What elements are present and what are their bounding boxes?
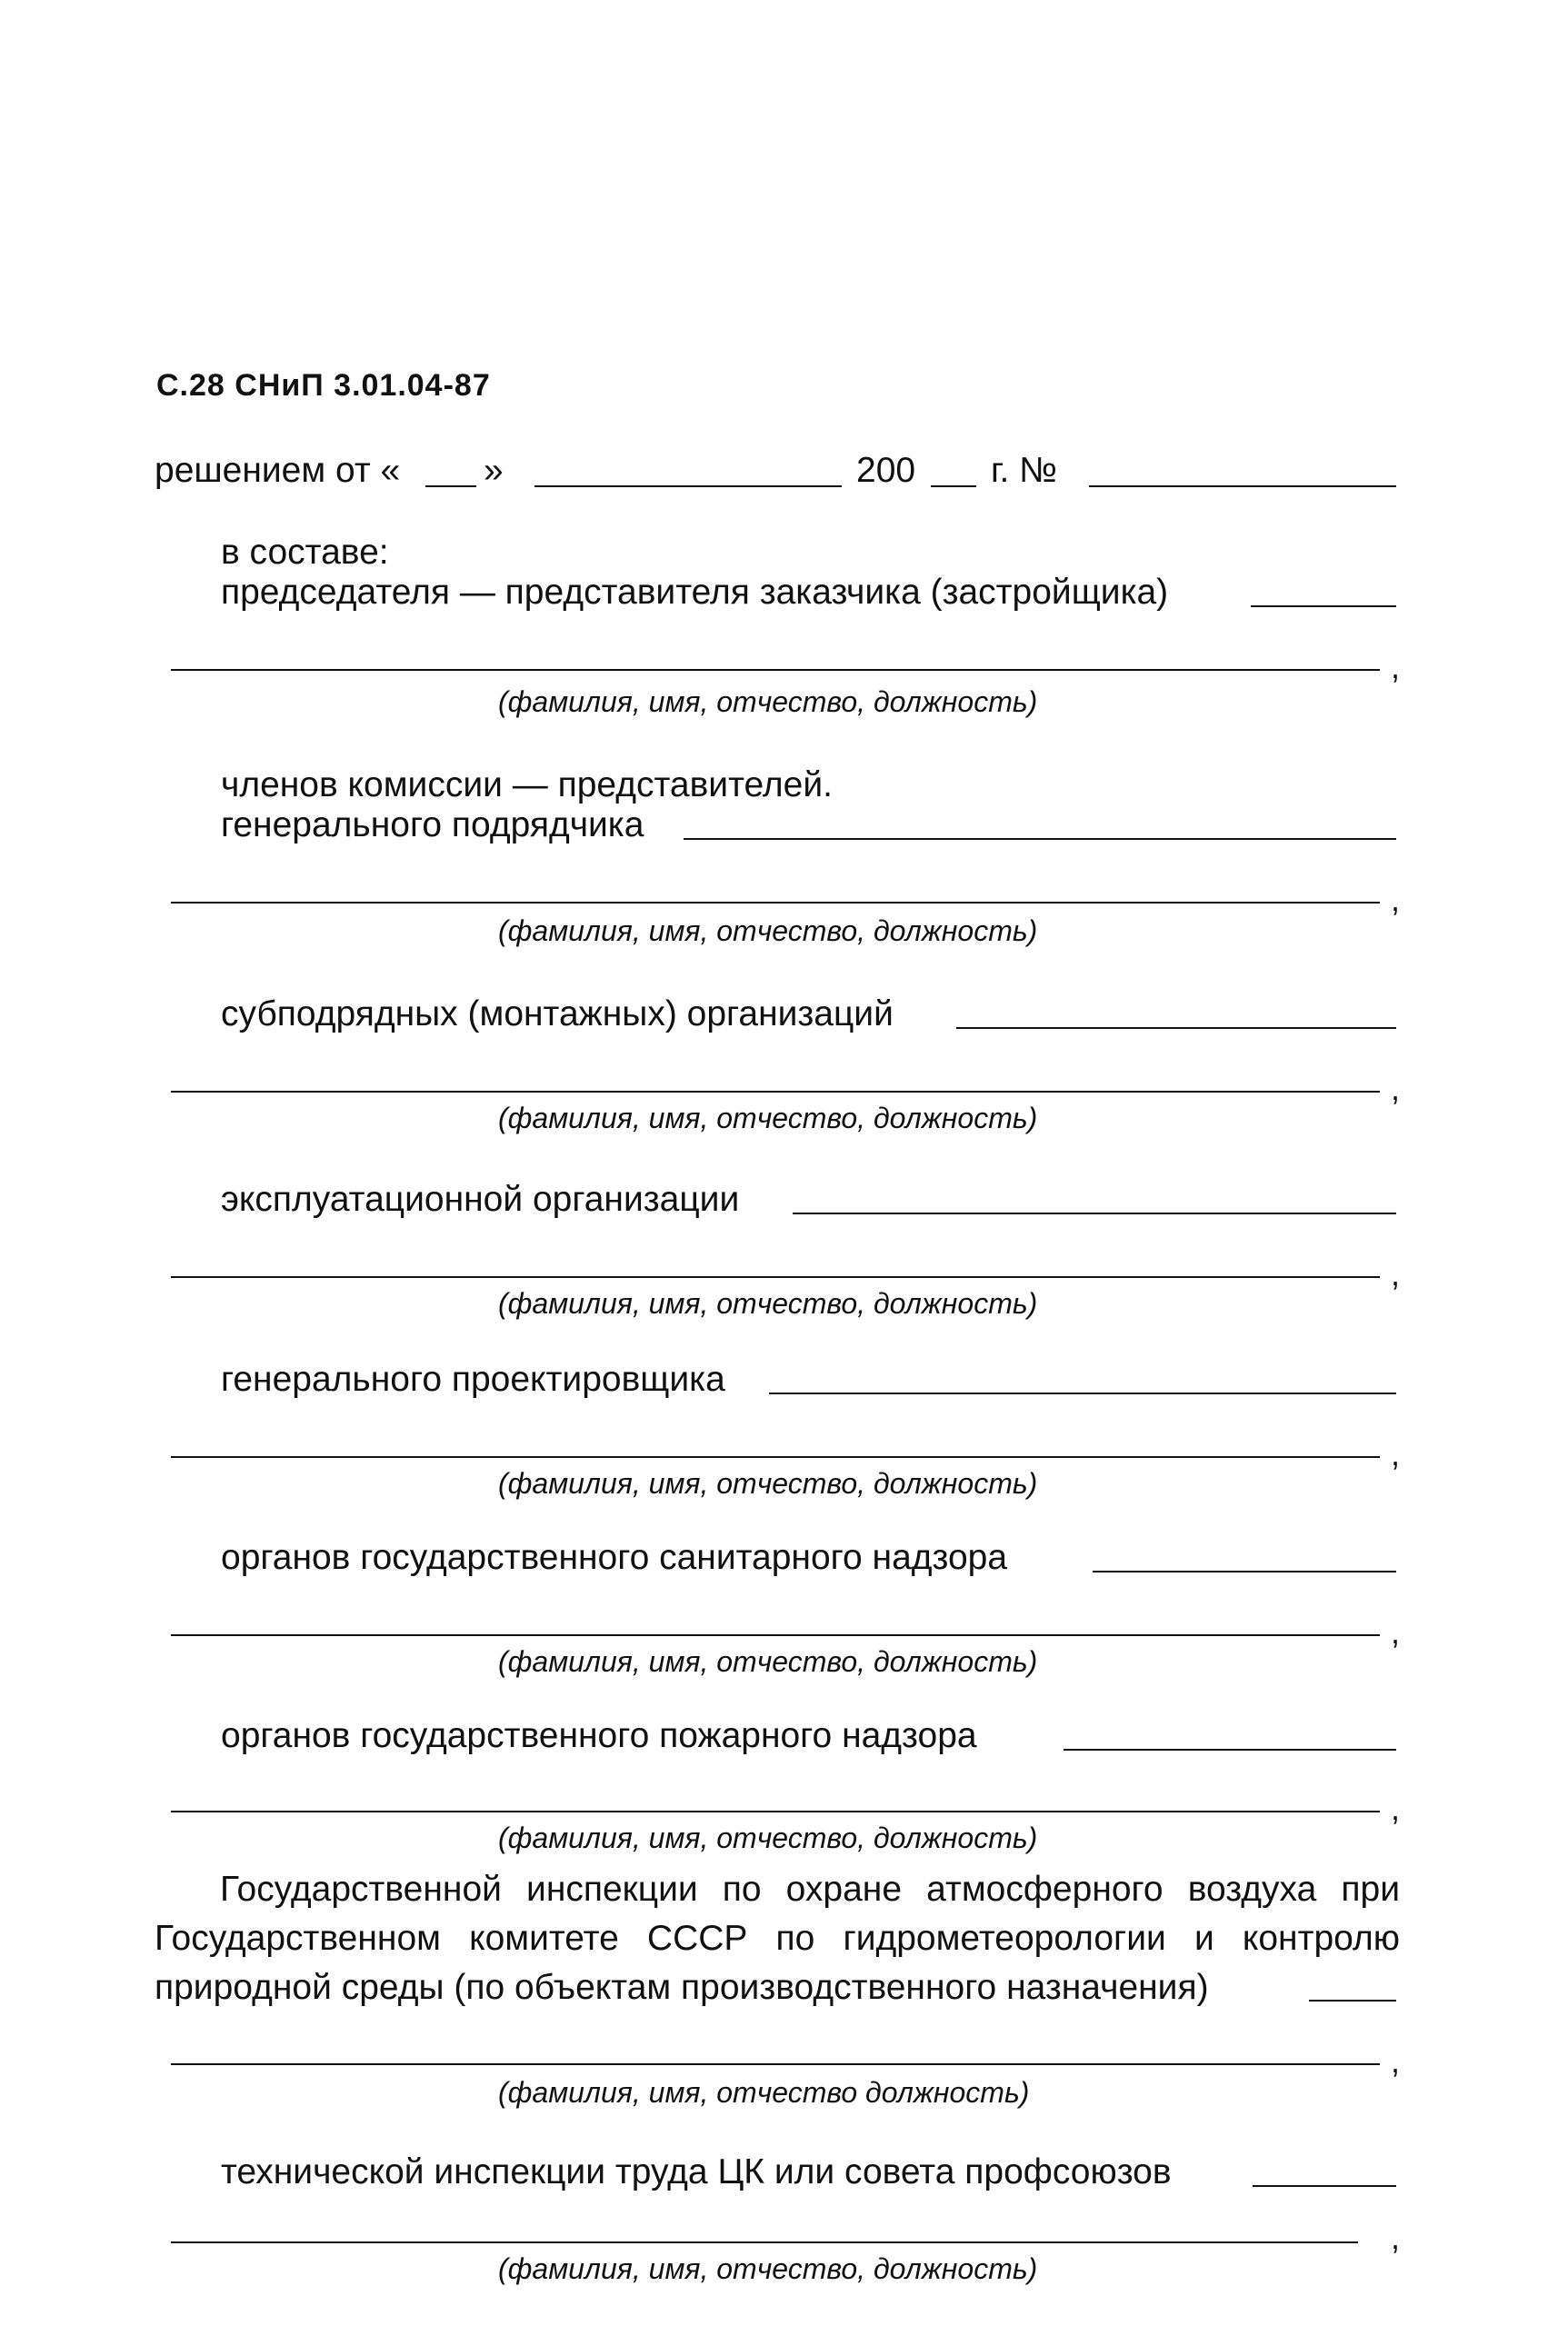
subcontractors-caption: (фамилия, имя, отчество, должность) (498, 1102, 1038, 1134)
general-designer-blank[interactable] (769, 1393, 1396, 1394)
operating-org-name-line[interactable] (171, 1276, 1380, 1278)
air-inspection-line-1: Государственной инспекции по охране атмосферного воздуха при (220, 1870, 1400, 1909)
fire-blank[interactable] (1064, 1749, 1396, 1751)
air-inspection-blank[interactable] (1309, 2000, 1396, 2002)
sanitary-caption: (фамилия, имя, отчество, должность) (498, 1645, 1038, 1678)
sanitary-blank[interactable] (1093, 1571, 1396, 1572)
fire-label: органов государственного пожарного надзора (221, 1716, 977, 1755)
subcontractors-name-line[interactable] (171, 1091, 1380, 1093)
general-designer-comma: , (1391, 1435, 1401, 1472)
sanitary-label: органов государственного санитарного надзора (221, 1538, 1008, 1577)
fire-name-line[interactable] (171, 1811, 1380, 1812)
air-inspection-line-2: Государственном комитете СССР по гидрометеорологии и контролю (155, 1919, 1400, 1958)
air-inspection-caption: (фамилия, имя, отчество должность) (498, 2076, 1030, 2109)
sanitary-name-line[interactable] (171, 1634, 1380, 1636)
operating-org-caption: (фамилия, имя, отчество, должность) (498, 1287, 1038, 1320)
general-contractor-label: генерального подрядчика (221, 805, 644, 844)
labor-caption: (фамилия, имя, отчество, должность) (498, 2252, 1038, 2285)
fire-caption: (фамилия, имя, отчество, должность) (498, 1822, 1038, 1854)
air-inspection-comma: , (1391, 2042, 1401, 2080)
year-blank[interactable] (931, 485, 976, 487)
labor-name-line[interactable] (171, 2241, 1358, 2243)
chairman-comma: , (1391, 648, 1401, 685)
decision-number-blank[interactable] (1089, 485, 1396, 487)
decision-number-label: г. № (991, 451, 1057, 490)
decision-quote-close: » (484, 451, 504, 490)
general-designer-label: генерального проектировщика (221, 1360, 725, 1399)
operating-org-label: эксплуатационной организации (221, 1180, 740, 1219)
composition-label: в составе: (221, 533, 389, 572)
general-contractor-name-line[interactable] (171, 902, 1380, 903)
operating-org-blank[interactable] (793, 1213, 1396, 1214)
day-blank[interactable] (425, 485, 476, 487)
air-inspection-name-line[interactable] (171, 2063, 1380, 2065)
chairman-label: председателя — представителя заказчика (застройщика) (221, 573, 1169, 612)
labor-comma: , (1391, 2219, 1401, 2256)
subcontractors-comma: , (1391, 1070, 1401, 1107)
chairman-blank[interactable] (1251, 605, 1396, 607)
general-contractor-comma: , (1391, 881, 1401, 918)
operating-org-comma: , (1391, 1255, 1401, 1293)
page-header: С.28 СНиП 3.01.04-87 (156, 368, 491, 403)
labor-label: технической инспекции труда ЦК или совета профсоюзов (221, 2152, 1172, 2191)
general-contractor-blank[interactable] (684, 838, 1396, 840)
labor-blank[interactable] (1253, 2185, 1396, 2187)
general-designer-name-line[interactable] (171, 1456, 1380, 1458)
air-inspection-paragraph (155, 1865, 1400, 2012)
subcontractors-label: субподрядных (монтажных) организаций (221, 994, 894, 1033)
general-designer-caption: (фамилия, имя, отчество, должность) (498, 1467, 1038, 1500)
decision-year: 200 (856, 451, 916, 490)
general-contractor-caption: (фамилия, имя, отчество, должность) (498, 914, 1038, 947)
chairman-caption: (фамилия, имя, отчество, должность) (498, 685, 1038, 718)
chairman-name-line[interactable] (171, 669, 1380, 671)
members-intro: членов комиссии — представителей. (221, 765, 833, 804)
air-inspection-line-3: природной среды (по объектам производственного назначения) (155, 1968, 1209, 2007)
subcontractors-blank[interactable] (956, 1027, 1396, 1029)
month-blank[interactable] (534, 485, 842, 487)
decision-prefix: решением от « (155, 451, 401, 490)
fire-comma: , (1391, 1790, 1401, 1827)
sanitary-comma: , (1391, 1613, 1401, 1651)
